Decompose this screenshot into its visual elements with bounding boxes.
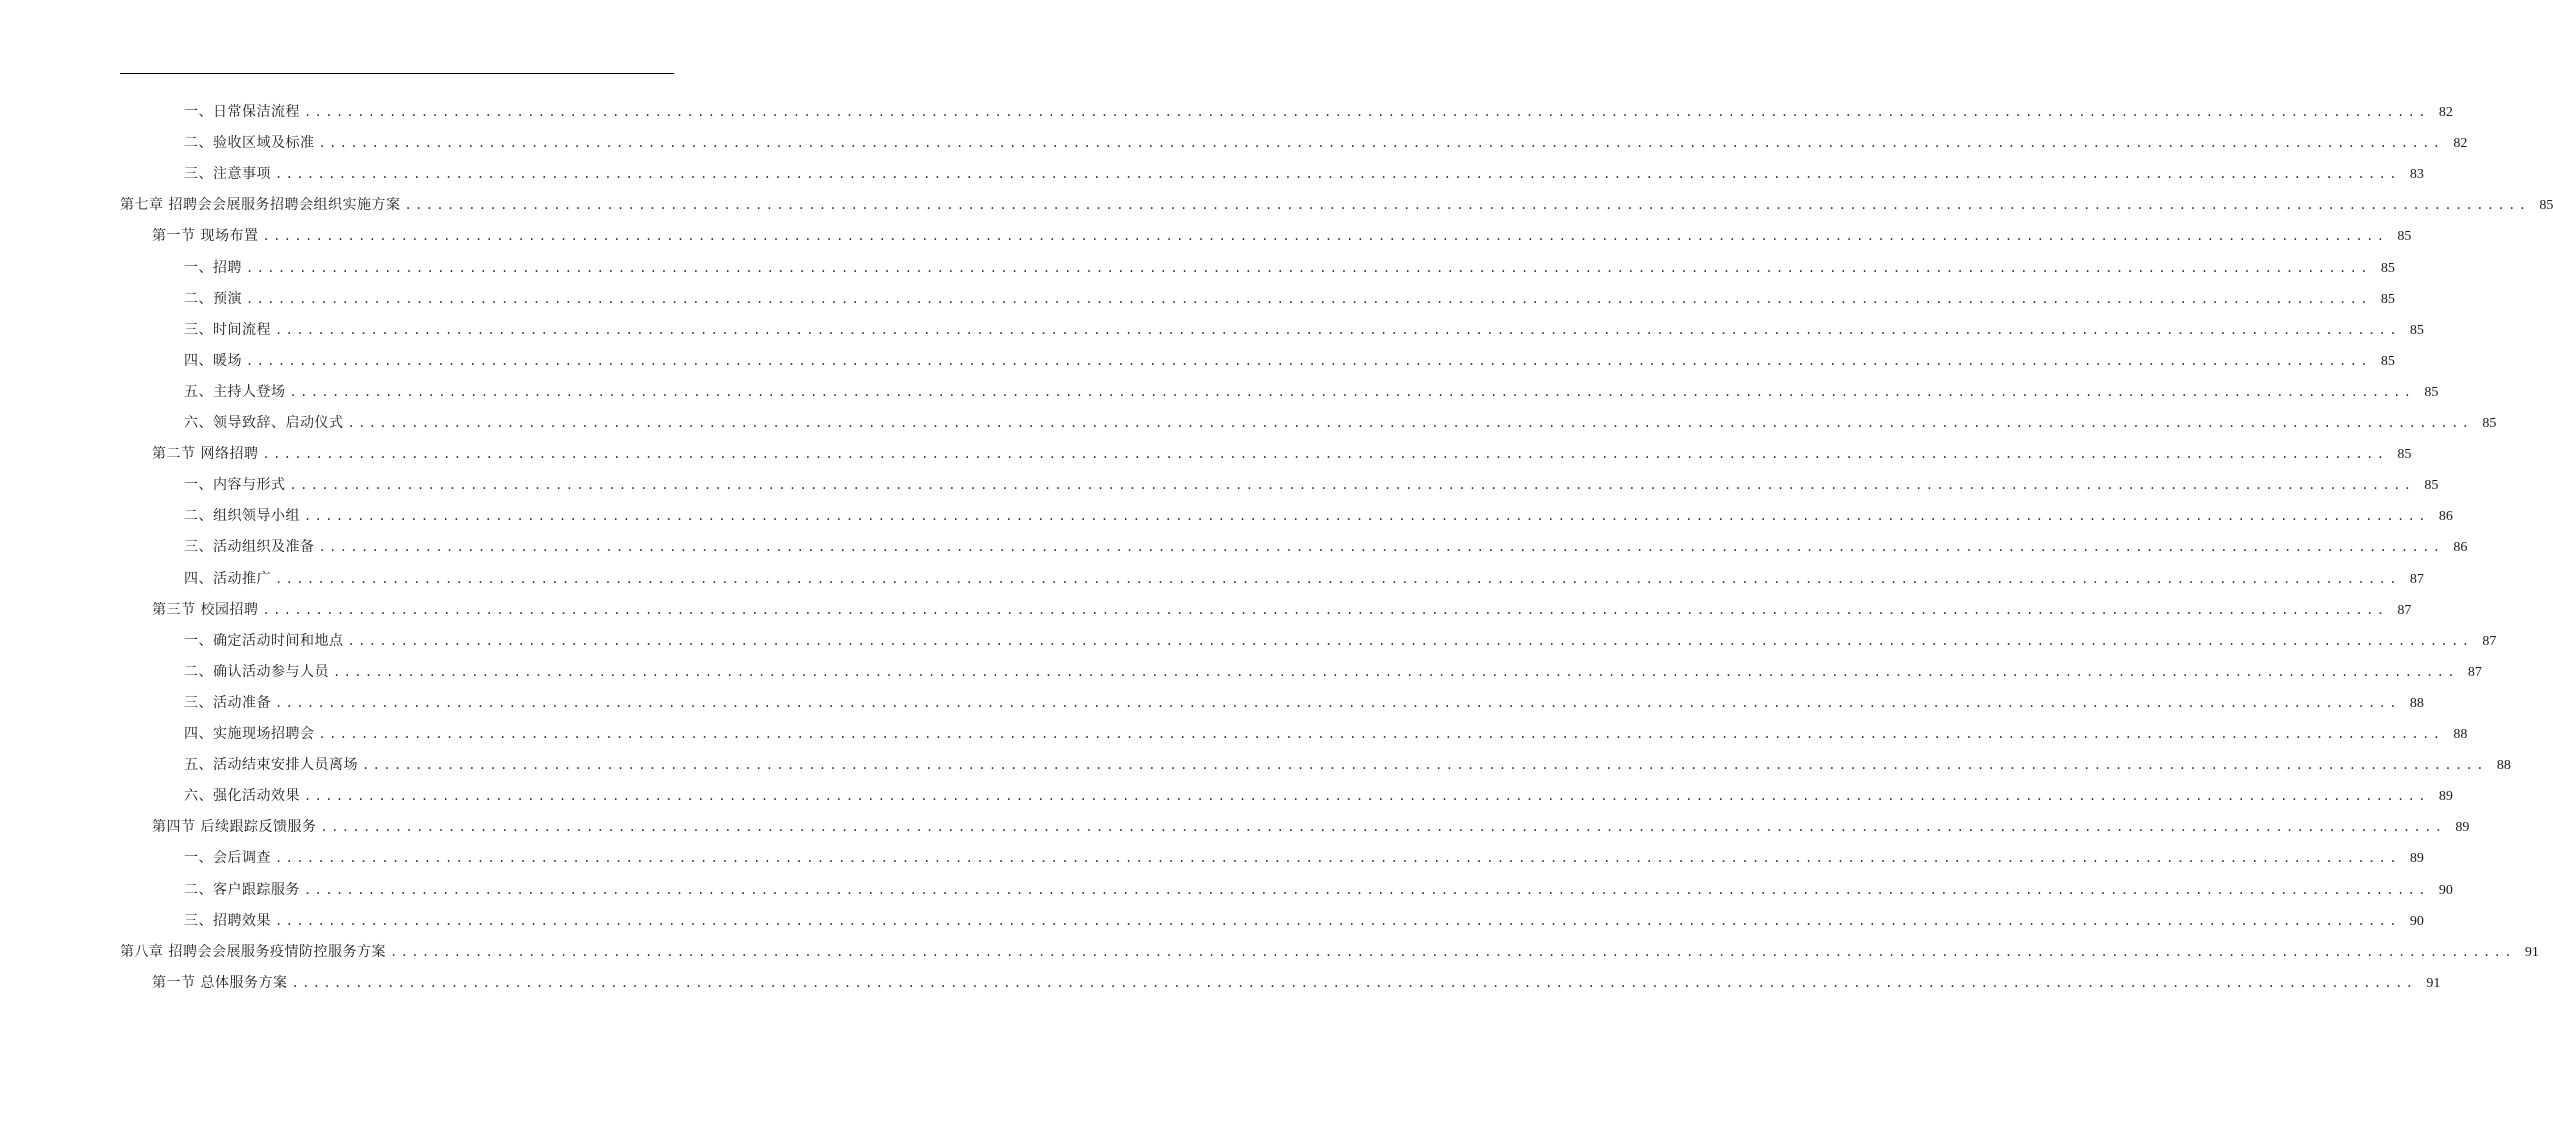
toc-entry-page-number: 83 [2409, 167, 2424, 183]
toc-entry-title: 二、组织领导小组 [184, 508, 300, 525]
toc-entry-title: 第二节 网络招聘 [152, 446, 259, 463]
toc-entry-title: 三、时间流程 [184, 321, 271, 338]
toc-entry-page-number: 85 [2380, 353, 2395, 369]
dot-leader: ........................................................................................................................................................................................................ [362, 758, 2487, 773]
toc-entry[interactable] [184, 501, 2453, 532]
toc-entry-page-number: 89 [2438, 789, 2453, 805]
dot-leader: ........................................................................................................................................................................................................ [404, 198, 2530, 213]
toc-entry[interactable] [184, 626, 2497, 657]
dot-leader: ........................................................................................................................................................................................................ [318, 136, 2444, 151]
toc-entry[interactable] [184, 657, 2482, 688]
toc-entry[interactable] [152, 968, 2441, 999]
toc-entry[interactable] [152, 812, 2470, 843]
toc-entry-title: 二、客户跟踪服务 [184, 881, 300, 898]
toc-entry-title: 六、强化活动效果 [184, 788, 300, 805]
toc-entry-page-number: 85 [2397, 447, 2412, 463]
dot-leader: ........................................................................................................................................................................................................ [275, 851, 2400, 866]
toc-entry-page-number: 85 [2409, 322, 2424, 338]
toc-entry-page-number: 87 [2397, 602, 2412, 618]
toc-entry-title: 一、会后调查 [184, 850, 271, 867]
toc-entry-page-number: 85 [2424, 384, 2439, 400]
dot-leader: ........................................................................................................................................................................................................ [333, 664, 2458, 679]
toc-entry-page-number: 85 [2539, 198, 2553, 214]
toc-entry-page-number: 82 [2453, 136, 2468, 152]
toc-entry[interactable] [184, 564, 2424, 595]
toc-entry[interactable] [184, 346, 2395, 377]
toc-entry-page-number: 89 [2409, 851, 2424, 867]
toc-entry[interactable] [120, 190, 2553, 221]
toc-entry-page-number: 88 [2453, 727, 2468, 742]
toc-entry[interactable] [184, 688, 2424, 719]
toc-entry-title: 三、注意事项 [184, 166, 271, 183]
dot-leader: ........................................................................................................................................................................................................ [275, 695, 2400, 710]
toc-entry[interactable] [152, 221, 2412, 252]
toc-entry[interactable] [184, 750, 2511, 781]
toc-entry-page-number: 89 [2455, 820, 2470, 836]
dot-leader: ........................................................................................................................................................................................................ [275, 167, 2400, 182]
toc-entry-title: 第三节 校园招聘 [152, 601, 259, 618]
toc-entry-page-number: 85 [2424, 478, 2439, 494]
toc-entry-title: 三、活动准备 [184, 694, 271, 711]
toc-entry[interactable] [184, 377, 2439, 408]
dot-leader: ........................................................................................................................................................................................................ [275, 571, 2400, 586]
toc-entry[interactable] [184, 781, 2453, 812]
toc-entry-title: 二、验收区域及标准 [184, 135, 315, 152]
toc-entry-title: 第八章 招聘会会展服务疫情防控服务方案 [120, 943, 386, 960]
toc-entry-page-number: 85 [2482, 416, 2497, 431]
toc-entry[interactable] [120, 937, 2539, 968]
toc-entry[interactable] [184, 408, 2497, 439]
toc-entry-page-number: 86 [2453, 540, 2468, 556]
toc-entry-page-number: 90 [2409, 913, 2424, 929]
dot-leader: ........................................................................................................................................................................................................ [320, 820, 2446, 835]
dot-leader: ........................................................................................................................................................................................................ [246, 353, 2371, 368]
toc-entry[interactable] [184, 875, 2453, 906]
toc-entry[interactable] [184, 719, 2468, 750]
toc-entry-title: 四、暖场 [184, 352, 242, 369]
toc-entry-title: 第一节 总体服务方案 [152, 974, 288, 991]
dot-leader: ........................................................................................................................................................................................................ [318, 540, 2444, 555]
toc-entry-title: 六、领导致辞、启动仪式 [184, 415, 344, 431]
toc-entry[interactable] [184, 906, 2424, 937]
toc-entry-page-number: 87 [2409, 571, 2424, 587]
toc-entry-title: 一、日常保洁流程 [184, 104, 300, 120]
toc-entry[interactable] [184, 315, 2424, 346]
toc-entry-title: 一、招聘 [184, 259, 242, 276]
toc-entry-title: 一、内容与形式 [184, 477, 286, 494]
dot-leader: ........................................................................................................................................................................................................ [262, 447, 2388, 462]
toc-entry[interactable] [184, 470, 2439, 501]
toc-entry-page-number: 86 [2438, 509, 2453, 525]
toc-entry-page-number: 82 [2438, 105, 2453, 120]
toc-entry-title: 四、活动推广 [184, 570, 271, 587]
toc-entry[interactable] [184, 253, 2395, 284]
dot-leader: ........................................................................................................................................................................................................ [275, 322, 2400, 337]
toc-entry[interactable] [184, 128, 2468, 159]
toc-entry-title: 第一节 现场布置 [152, 228, 259, 245]
toc-entry[interactable] [184, 843, 2424, 874]
dot-leader: ........................................................................................................................................................................................................ [246, 291, 2371, 306]
toc-entry[interactable] [184, 284, 2395, 315]
dot-leader: ........................................................................................................................................................................................................ [304, 105, 2429, 119]
dot-leader: ........................................................................................................................................................................................................ [304, 509, 2429, 524]
toc-entry-title: 三、活动组织及准备 [184, 539, 315, 556]
toc-entry-title: 四、实施现场招聘会 [184, 726, 315, 742]
toc-entry[interactable] [184, 97, 2453, 128]
toc-entry[interactable] [152, 439, 2412, 470]
toc-entry-page-number: 90 [2438, 882, 2453, 898]
dot-leader: ........................................................................................................................................................................................................ [389, 944, 2515, 959]
toc-entry-page-number: 87 [2482, 633, 2497, 649]
toc-entry-page-number: 85 [2380, 260, 2395, 276]
toc-entry-page-number: 88 [2496, 758, 2511, 774]
header-rule [120, 73, 674, 74]
toc-entry-title: 三、招聘效果 [184, 912, 271, 929]
dot-leader: ........................................................................................................................................................................................................ [289, 478, 2415, 493]
dot-leader: ........................................................................................................................................................................................................ [262, 229, 2388, 244]
toc-entry-title: 第七章 招聘会会展服务招聘会组织实施方案 [120, 197, 401, 214]
dot-leader: ........................................................................................................................................................................................................ [275, 913, 2400, 928]
dot-leader: ........................................................................................................................................................................................................ [347, 416, 2473, 430]
dot-leader: ........................................................................................................................................................................................................ [291, 975, 2417, 990]
toc-entry-page-number: 85 [2380, 291, 2395, 307]
dot-leader: ........................................................................................................................................................................................................ [318, 727, 2444, 741]
toc-entry-page-number: 91 [2524, 944, 2539, 960]
dot-leader: ........................................................................................................................................................................................................ [304, 882, 2429, 897]
toc-entry-page-number: 87 [2467, 664, 2482, 680]
dot-leader: ........................................................................................................................................................................................................ [246, 260, 2371, 275]
toc-entry-page-number: 88 [2409, 695, 2424, 711]
dot-leader: ........................................................................................................................................................................................................ [304, 789, 2429, 804]
toc-entry-title: 二、确认活动参与人员 [184, 663, 329, 680]
toc-entry-page-number: 85 [2397, 229, 2412, 245]
dot-leader: ........................................................................................................................................................................................................ [347, 633, 2473, 648]
toc-entry[interactable] [184, 532, 2468, 563]
toc-entry-title: 二、预演 [184, 290, 242, 307]
toc-entry[interactable] [184, 159, 2424, 190]
toc-entry-title: 第四节 后续跟踪反馈服务 [152, 819, 317, 836]
dot-leader: ........................................................................................................................................................................................................ [289, 384, 2415, 399]
toc-entry-title: 五、主持人登场 [184, 383, 286, 400]
toc-entry[interactable] [152, 595, 2412, 626]
toc-entry-title: 一、确定活动时间和地点 [184, 632, 344, 649]
toc-entry-page-number: 91 [2426, 975, 2441, 991]
dot-leader: ........................................................................................................................................................................................................ [262, 602, 2388, 617]
toc-entry-title: 五、活动结束安排人员离场 [184, 757, 358, 774]
